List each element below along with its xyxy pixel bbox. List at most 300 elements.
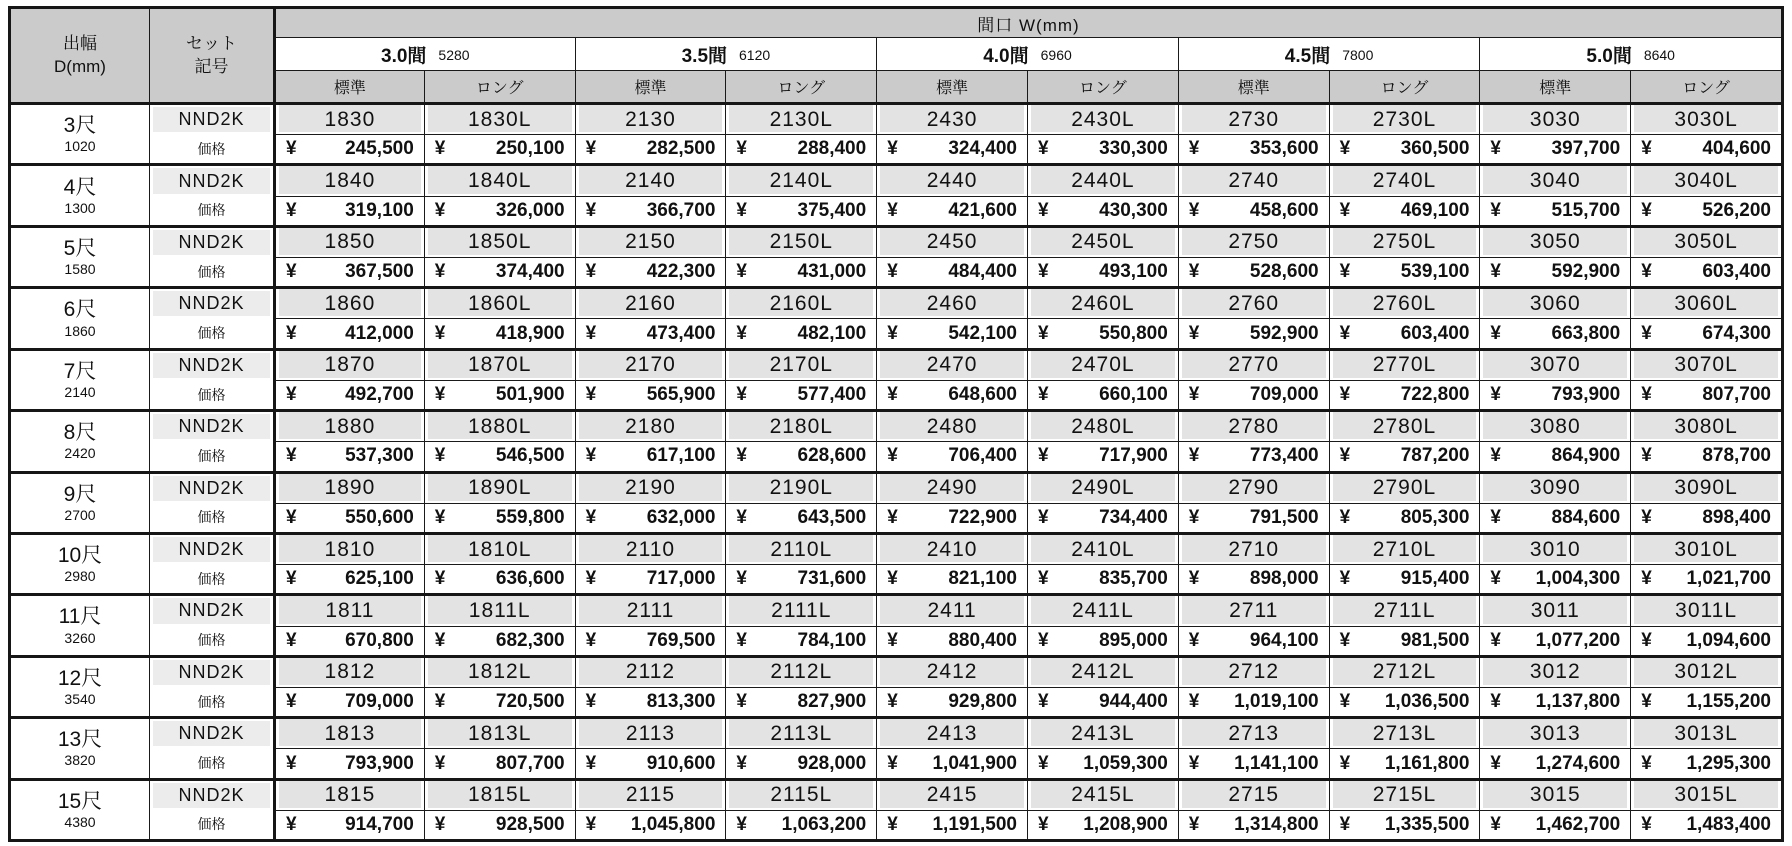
- row-depth-cell: [11, 535, 149, 593]
- price-cell: [424, 380, 575, 409]
- code-cell: 2113L: [725, 719, 876, 748]
- price-value: 1,141,100: [1234, 752, 1319, 774]
- price-value: 592,900: [1551, 261, 1621, 283]
- price-value: 412,000: [345, 322, 414, 344]
- code-cell: 2450: [876, 228, 1027, 257]
- yen-symbol: ¥: [286, 322, 297, 344]
- code-cell: 2413: [876, 719, 1027, 748]
- code-cell: 2480L: [1027, 412, 1178, 441]
- price-cell: [1027, 441, 1178, 470]
- set-code-cell: [149, 474, 273, 503]
- row-depth-cell: [11, 105, 149, 163]
- yen-symbol: ¥: [1641, 568, 1652, 590]
- group-mm-label: 6120: [739, 47, 771, 63]
- yen-symbol: ¥: [1188, 752, 1200, 774]
- price-cell: [1329, 134, 1480, 163]
- code-cell: 2740L: [1329, 166, 1480, 195]
- price-value: 625,100: [345, 568, 414, 590]
- code-cell: 2760: [1178, 289, 1329, 318]
- price-cell: [1027, 196, 1178, 225]
- group-span-label: 4.0間: [983, 45, 1029, 67]
- price-cell: [1027, 380, 1178, 409]
- yen-symbol: ¥: [1038, 813, 1049, 835]
- price-cell: [1329, 380, 1480, 409]
- price-value: 1,137,800: [1535, 691, 1621, 713]
- code-cell: 2790L: [1329, 474, 1480, 503]
- price-cell: [1027, 564, 1178, 593]
- price-value: 793,900: [345, 752, 414, 774]
- yen-symbol: ¥: [1188, 261, 1200, 283]
- price-cell: [1027, 810, 1178, 839]
- yen-symbol: ¥: [1188, 813, 1200, 835]
- price-label: 価格: [153, 443, 270, 468]
- code-cell: 2430L: [1027, 105, 1178, 134]
- price-value: 367,500: [345, 261, 414, 283]
- price-cell: [1479, 380, 1630, 409]
- price-value: 793,900: [1551, 384, 1621, 405]
- price-cell: [575, 380, 726, 409]
- price-value: 366,700: [646, 199, 716, 221]
- price-cell: [424, 318, 575, 347]
- yen-symbol: ¥: [585, 691, 597, 713]
- code-cell: 2111: [575, 596, 726, 625]
- depth-mm-label: 3540: [64, 691, 96, 708]
- set-code-label: NND2K: [153, 537, 270, 562]
- yen-symbol: ¥: [1339, 691, 1351, 713]
- price-value: 734,400: [1099, 506, 1168, 528]
- depth-shaku-label: 12尺: [57, 666, 103, 690]
- code-cell: 2113: [575, 719, 726, 748]
- depth-mm-label: 1860: [64, 322, 96, 339]
- price-value: 473,400: [646, 322, 716, 344]
- price-value: 1,021,700: [1686, 568, 1771, 590]
- price-cell: [424, 748, 575, 777]
- yen-symbol: ¥: [1339, 813, 1351, 835]
- price-cell: [273, 196, 424, 225]
- set-code-header-line2: 記号: [194, 56, 229, 76]
- price-cell: [1178, 196, 1329, 225]
- price-label: 価格: [153, 628, 270, 653]
- price-cell: [876, 196, 1027, 225]
- set-code-label: NND2K: [153, 353, 270, 378]
- yen-symbol: ¥: [1038, 752, 1049, 774]
- price-cell: [876, 748, 1027, 777]
- price-value: 717,000: [646, 568, 716, 590]
- yen-symbol: ¥: [434, 445, 446, 467]
- code-cell: 2160L: [725, 289, 876, 318]
- code-cell: 2712L: [1329, 658, 1480, 687]
- price-cell: [273, 441, 424, 470]
- price-cell: [725, 380, 876, 409]
- set-code-label: NND2K: [153, 168, 270, 193]
- price-cell: [575, 626, 726, 655]
- code-cell: 1813: [273, 719, 424, 748]
- price-value: 1,077,200: [1535, 629, 1621, 651]
- price-value: 559,800: [495, 506, 565, 528]
- price-value: 418,900: [495, 322, 565, 344]
- code-cell: 2412: [876, 658, 1027, 687]
- code-cell: 2711L: [1329, 596, 1480, 625]
- price-cell: [1479, 196, 1630, 225]
- price-label: 価格: [153, 689, 270, 714]
- price-value: 1,019,100: [1234, 691, 1319, 713]
- price-value: 670,800: [345, 629, 414, 651]
- table-row-block: [11, 102, 1781, 163]
- price-cell: [876, 687, 1027, 716]
- yen-symbol: ¥: [286, 506, 297, 528]
- code-cell: 1810: [273, 535, 424, 564]
- table-row-block: [11, 778, 1781, 839]
- yen-symbol: ¥: [585, 138, 597, 160]
- price-value: 1,059,300: [1083, 752, 1168, 774]
- price-cell: [725, 810, 876, 839]
- depth-shaku-label: 13尺: [57, 728, 103, 752]
- price-cell: [273, 318, 424, 347]
- table-row-block: [11, 409, 1781, 470]
- price-table: [8, 6, 1784, 842]
- price-cell: [725, 257, 876, 286]
- price-value: 330,300: [1099, 138, 1168, 160]
- yen-symbol: ¥: [1339, 384, 1351, 405]
- set-code-label: NND2K: [153, 107, 270, 132]
- price-cell: [1329, 441, 1480, 470]
- price-cell: [1329, 687, 1480, 716]
- code-cell: 1830L: [424, 105, 575, 134]
- price-cell: [424, 564, 575, 593]
- price-value: 326,000: [495, 199, 565, 221]
- price-value: 550,600: [345, 506, 414, 528]
- price-value: 1,208,900: [1083, 813, 1168, 835]
- yen-symbol: ¥: [1641, 322, 1652, 344]
- price-value: 807,700: [1702, 384, 1771, 405]
- price-value: 526,200: [1702, 199, 1771, 221]
- code-cell: 2730: [1178, 105, 1329, 134]
- group-mm-label: 6960: [1040, 47, 1072, 63]
- price-cell: [1329, 748, 1480, 777]
- yen-symbol: ¥: [286, 691, 297, 713]
- price-label: 価格: [153, 566, 270, 591]
- yen-symbol: ¥: [585, 629, 597, 651]
- code-cell: 2140L: [725, 166, 876, 195]
- table-row-block: [11, 655, 1781, 716]
- group-span-label: 3.5間: [681, 45, 728, 67]
- price-value: 542,100: [948, 322, 1017, 344]
- depth-mm-label: 2420: [64, 445, 96, 462]
- yen-symbol: ¥: [887, 199, 898, 221]
- price-value: 773,400: [1249, 445, 1319, 467]
- yen-symbol: ¥: [434, 261, 446, 283]
- yen-symbol: ¥: [1038, 261, 1049, 283]
- code-cell: 2470L: [1027, 351, 1178, 380]
- row-depth-cell: [11, 596, 149, 654]
- yen-symbol: ¥: [1490, 138, 1501, 160]
- code-cell: 2440: [876, 166, 1027, 195]
- width-group-header: [1479, 38, 1781, 71]
- yen-symbol: ¥: [1490, 691, 1501, 713]
- price-cell: [424, 503, 575, 532]
- price-value: 628,600: [797, 445, 867, 467]
- price-cell: [1178, 748, 1329, 777]
- group-mm-label: 8640: [1643, 47, 1675, 63]
- price-value: 660,100: [1099, 384, 1168, 405]
- table-row-block: [11, 532, 1781, 593]
- price-value: 1,036,500: [1384, 691, 1470, 713]
- yen-symbol: ¥: [1641, 691, 1652, 713]
- price-cell: [1027, 503, 1178, 532]
- price-value: 821,100: [948, 568, 1017, 590]
- yen-symbol: ¥: [887, 261, 898, 283]
- code-cell: 2490: [876, 474, 1027, 503]
- price-cell: [1630, 380, 1781, 409]
- price-cell: [876, 318, 1027, 347]
- price-value: 492,700: [345, 384, 414, 405]
- code-cell: 2410L: [1027, 535, 1178, 564]
- code-cell: 2460L: [1027, 289, 1178, 318]
- price-label-cell: [149, 810, 273, 839]
- yen-symbol: ¥: [1188, 138, 1200, 160]
- code-cell: 1840L: [424, 166, 575, 195]
- group-span-label: 3.0間: [381, 45, 427, 67]
- code-cell: 2730L: [1329, 105, 1480, 134]
- price-cell: [1630, 318, 1781, 347]
- code-cell: 1870: [273, 351, 424, 380]
- code-cell: 3070: [1479, 351, 1630, 380]
- row-depth-cell: [11, 474, 149, 532]
- yen-symbol: ¥: [736, 752, 747, 774]
- price-value: 617,100: [646, 445, 716, 467]
- price-cell: [1329, 196, 1480, 225]
- price-label: 価格: [153, 505, 270, 530]
- depth-mm-label: 2140: [64, 383, 96, 400]
- set-code-label: NND2K: [153, 660, 270, 685]
- price-cell: [725, 503, 876, 532]
- price-value: 431,000: [797, 261, 867, 283]
- yen-symbol: ¥: [434, 568, 446, 590]
- row-depth-cell: [11, 166, 149, 224]
- price-cell: [575, 503, 726, 532]
- price-cell: [1479, 257, 1630, 286]
- yen-symbol: ¥: [1188, 691, 1200, 713]
- price-value: 964,100: [1249, 629, 1319, 651]
- price-value: 898,400: [1702, 506, 1771, 528]
- set-code-cell: [149, 535, 273, 564]
- price-value: 1,191,500: [932, 813, 1017, 835]
- set-code-cell: [149, 289, 273, 318]
- price-value: 1,041,900: [932, 752, 1017, 774]
- price-cell: [1178, 380, 1329, 409]
- yen-symbol: ¥: [1339, 568, 1351, 590]
- code-cell: 1840: [273, 166, 424, 195]
- sub-header-long: ロング: [1630, 71, 1781, 102]
- price-label-cell: [149, 748, 273, 777]
- price-cell: [1479, 134, 1630, 163]
- yen-symbol: ¥: [1188, 506, 1200, 528]
- table-row-block: [11, 471, 1781, 532]
- price-value: 375,400: [797, 199, 867, 221]
- width-header: 間口 W(mm): [273, 9, 1781, 38]
- yen-symbol: ¥: [1188, 629, 1200, 651]
- yen-symbol: ¥: [887, 752, 898, 774]
- table-body: [11, 102, 1781, 839]
- yen-symbol: ¥: [434, 384, 446, 405]
- yen-symbol: ¥: [1038, 384, 1049, 405]
- price-cell: [876, 810, 1027, 839]
- price-value: 1,004,300: [1535, 568, 1621, 590]
- code-cell: 2460: [876, 289, 1027, 318]
- set-code-cell: [149, 781, 273, 810]
- yen-symbol: ¥: [887, 506, 898, 528]
- price-cell: [1329, 810, 1480, 839]
- code-cell: 2770: [1178, 351, 1329, 380]
- price-value: 250,100: [495, 138, 565, 160]
- price-value: 898,000: [1249, 568, 1319, 590]
- yen-symbol: ¥: [1490, 199, 1501, 221]
- code-cell: 3060L: [1630, 289, 1781, 318]
- price-label: 価格: [153, 750, 270, 775]
- price-value: 910,600: [646, 752, 716, 774]
- yen-symbol: ¥: [1339, 138, 1351, 160]
- code-cell: 2130L: [725, 105, 876, 134]
- code-cell: 1812L: [424, 658, 575, 687]
- code-cell: 2160: [575, 289, 726, 318]
- depth-mm-label: 1300: [64, 199, 96, 216]
- sub-header-standard: 標準: [273, 71, 424, 102]
- code-cell: 1813L: [424, 719, 575, 748]
- price-cell: [1178, 318, 1329, 347]
- depth-shaku-label: 5尺: [63, 236, 97, 260]
- depth-header: [11, 9, 149, 102]
- yen-symbol: ¥: [286, 445, 297, 467]
- yen-symbol: ¥: [736, 199, 747, 221]
- price-value: 1,155,200: [1686, 691, 1771, 713]
- price-label-cell: [149, 564, 273, 593]
- depth-shaku-label: 11尺: [58, 605, 102, 629]
- price-cell: [1178, 503, 1329, 532]
- code-cell: 2750L: [1329, 228, 1480, 257]
- yen-symbol: ¥: [1339, 629, 1351, 651]
- code-cell: 1812: [273, 658, 424, 687]
- code-cell: 2710L: [1329, 535, 1480, 564]
- sub-header-standard: 標準: [876, 71, 1027, 102]
- price-value: 360,500: [1400, 138, 1470, 160]
- table-row-block: [11, 286, 1781, 347]
- price-label-cell: [149, 687, 273, 716]
- code-cell: 2480: [876, 412, 1027, 441]
- code-cell: 2110: [575, 535, 726, 564]
- yen-symbol: ¥: [1339, 322, 1351, 344]
- price-label: 価格: [153, 136, 270, 161]
- price-value: 1,045,800: [630, 813, 716, 835]
- yen-symbol: ¥: [736, 384, 747, 405]
- yen-symbol: ¥: [585, 752, 597, 774]
- price-cell: [273, 257, 424, 286]
- code-cell: 3040L: [1630, 166, 1781, 195]
- price-label: 価格: [153, 320, 270, 345]
- yen-symbol: ¥: [1641, 752, 1652, 774]
- set-code-cell: [149, 228, 273, 257]
- yen-symbol: ¥: [286, 261, 297, 283]
- price-value: 880,400: [948, 629, 1017, 651]
- price-cell: [273, 380, 424, 409]
- code-cell: 2170: [575, 351, 726, 380]
- code-cell: 3030L: [1630, 105, 1781, 134]
- price-value: 1,462,700: [1535, 813, 1621, 835]
- yen-symbol: ¥: [1038, 691, 1049, 713]
- depth-header-line2: D(mm): [54, 56, 106, 76]
- price-cell: [876, 380, 1027, 409]
- code-cell: 3040: [1479, 166, 1630, 195]
- price-value: 1,335,500: [1384, 813, 1470, 835]
- code-cell: 2440L: [1027, 166, 1178, 195]
- yen-symbol: ¥: [585, 568, 597, 590]
- yen-symbol: ¥: [1038, 506, 1049, 528]
- price-cell: [1329, 257, 1480, 286]
- code-cell: 1890: [273, 474, 424, 503]
- price-cell: [725, 626, 876, 655]
- code-cell: 1870L: [424, 351, 575, 380]
- yen-symbol: ¥: [1490, 629, 1501, 651]
- code-cell: 1880: [273, 412, 424, 441]
- price-value: 528,600: [1249, 261, 1319, 283]
- yen-symbol: ¥: [1641, 813, 1652, 835]
- code-cell: 3015L: [1630, 781, 1781, 810]
- table-row-block: [11, 163, 1781, 224]
- price-label-cell: [149, 318, 273, 347]
- price-label-cell: [149, 134, 273, 163]
- price-cell: [273, 134, 424, 163]
- yen-symbol: ¥: [1339, 752, 1351, 774]
- price-value: 565,900: [646, 384, 716, 405]
- code-cell: 1811: [273, 596, 424, 625]
- price-cell: [1027, 257, 1178, 286]
- price-value: 353,600: [1249, 138, 1319, 160]
- code-cell: 2110L: [725, 535, 876, 564]
- price-cell: [273, 748, 424, 777]
- yen-symbol: ¥: [736, 506, 747, 528]
- code-cell: 2150: [575, 228, 726, 257]
- code-cell: 3013L: [1630, 719, 1781, 748]
- price-cell: [1027, 748, 1178, 777]
- yen-symbol: ¥: [286, 752, 297, 774]
- depth-mm-label: 2980: [64, 568, 96, 585]
- price-cell: [424, 626, 575, 655]
- yen-symbol: ¥: [1188, 445, 1200, 467]
- code-cell: 2415: [876, 781, 1027, 810]
- group-span-label: 4.5間: [1284, 45, 1331, 67]
- code-cell: 2715: [1178, 781, 1329, 810]
- yen-symbol: ¥: [585, 261, 597, 283]
- table-row-block: [11, 348, 1781, 409]
- price-value: 682,300: [495, 629, 565, 651]
- price-cell: [1630, 564, 1781, 593]
- set-code-label: NND2K: [153, 291, 270, 316]
- yen-symbol: ¥: [585, 506, 597, 528]
- price-value: 1,483,400: [1686, 813, 1771, 835]
- sub-header-long: ロング: [1027, 71, 1178, 102]
- price-cell: [273, 503, 424, 532]
- yen-symbol: ¥: [1038, 138, 1049, 160]
- yen-symbol: ¥: [1490, 568, 1501, 590]
- yen-symbol: ¥: [1641, 199, 1652, 221]
- row-depth-cell: [11, 412, 149, 470]
- yen-symbol: ¥: [1641, 384, 1652, 405]
- code-cell: 3070L: [1630, 351, 1781, 380]
- yen-symbol: ¥: [1490, 813, 1501, 835]
- yen-symbol: ¥: [736, 138, 747, 160]
- price-value: 929,800: [948, 691, 1017, 713]
- price-cell: [1178, 626, 1329, 655]
- price-cell: [876, 134, 1027, 163]
